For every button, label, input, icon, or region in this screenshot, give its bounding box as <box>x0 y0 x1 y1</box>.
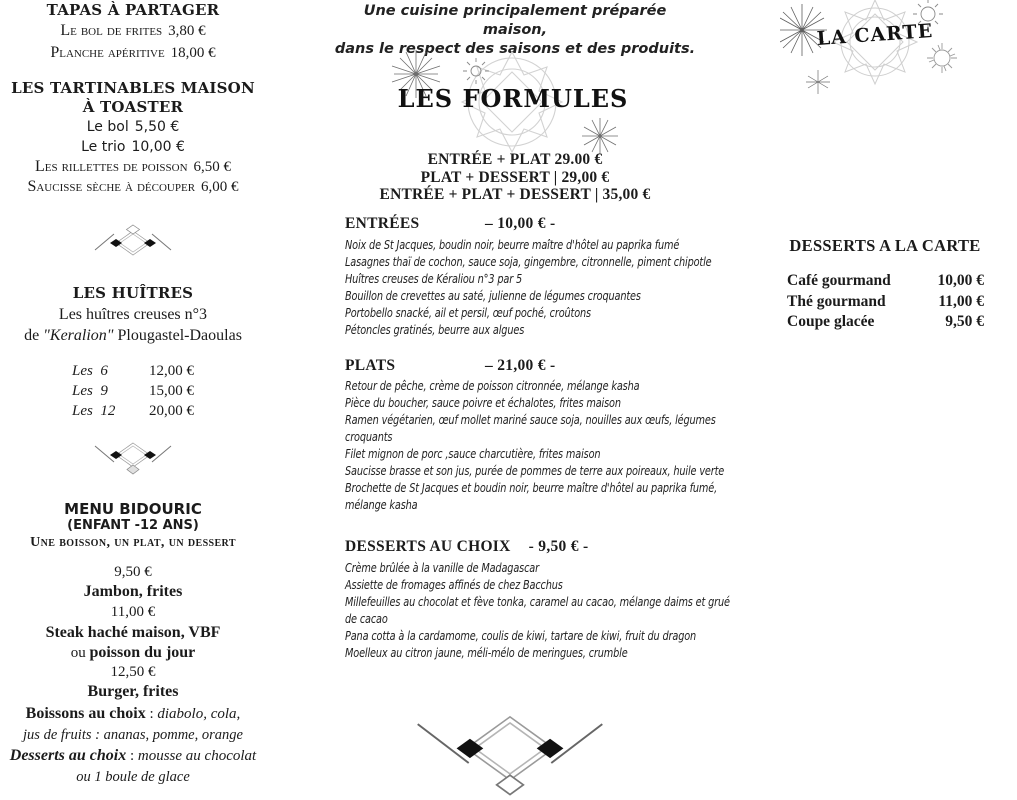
huitres-line1: Les huîtres creuses n°3 <box>58 306 208 323</box>
bidouric-price-3: 12,50 € <box>110 664 156 680</box>
huitres-title: LES HUÎTRES <box>72 284 194 302</box>
menu-item: Brochette de St Jacques et boudin noir, beurre maître d'hôtel au paprika fumé, mélange kasha <box>345 480 718 512</box>
huitres-section <box>0 282 266 421</box>
subtitle-line2: dans le respect des saisons et des produits. <box>334 41 696 57</box>
huitres-line2: de "Keralion" Plougastel-Daoulas <box>24 327 242 344</box>
starburst-icon <box>806 70 830 94</box>
menu-item: Retour de pêche, crème de poisson citronnée, mélange kasha <box>345 378 640 393</box>
menu-item: Saucisse brasse et son jus, purée de pommes de terre aux poireaux, huile verte <box>345 463 725 478</box>
oyster-price-row <box>72 381 194 401</box>
item-name: Thé gourmand <box>787 292 886 310</box>
tapas-section <box>0 1 266 64</box>
menu-item: Bouillon de crevettes au saté, julienne de légumes croquantes <box>345 288 641 303</box>
diamond-divider-up-icon <box>94 224 172 256</box>
oyster-price-row <box>72 401 194 421</box>
item-price: 9,50 € <box>945 313 984 330</box>
item-price: 6,50 € <box>193 159 232 175</box>
formule-price-lines <box>345 151 685 204</box>
menu-item: Ramen végétarien, œuf mollet mariné sauce soja, nouilles aux œufs, légumes croquants <box>345 412 716 444</box>
item-name: Le bol <box>86 119 129 135</box>
entrees-items <box>345 236 735 338</box>
menu-item <box>787 312 984 333</box>
item-name: Le bol de frites <box>60 22 163 39</box>
oyster-price: 12,00 € <box>149 363 194 379</box>
bidouric-includes: Une boisson, un plat, un dessert <box>30 535 236 550</box>
menu-item: Filet mignon de porc ,sauce charcutière, frites maison <box>345 446 601 461</box>
menu-item <box>0 137 266 157</box>
item-price: 10,00 € <box>937 272 984 289</box>
diamond-divider-down-icon <box>94 440 172 475</box>
menu-item: Crème brûlée à la vanille de Madagascar <box>345 560 539 575</box>
item-price: 10,00 € <box>131 139 185 155</box>
item-name: Café gourmand <box>787 272 891 289</box>
menu-bidouric-section <box>0 500 266 787</box>
bidouric-dish-2-alt: ou poisson du jour <box>70 644 196 661</box>
menu-item: Millefeuilles au chocolat et fève tonka, caramel au cacao, mélange daims et grué de cacao <box>345 594 730 626</box>
item-price: 3,80 € <box>168 23 206 39</box>
bidouric-title: MENU BIDOURIC <box>64 500 202 518</box>
menu-item <box>0 177 266 197</box>
menu-item <box>0 157 266 177</box>
formule-price-line: PLAT + DESSERT | 29,00 € <box>420 168 610 186</box>
brand-name: "Keralion" <box>43 327 114 344</box>
tartinables-title-line1: LES TARTINABLES MAISON <box>11 79 255 97</box>
bidouric-drinks: Boissons au choix : diabolo, cola, <box>25 705 241 722</box>
bidouric-drinks-line2: jus de fruits : ananas, pomme, orange <box>23 727 243 743</box>
oyster-price-row <box>72 361 194 381</box>
oyster-qty: Les 6 <box>72 363 108 379</box>
menu-item: Pana cotta à la cardamome, coulis de kiwi, tartare de kiwi, fruit du dragon <box>345 628 697 643</box>
desserts-header <box>345 538 588 556</box>
diamond-ornament-large-icon <box>415 712 605 797</box>
plats-header <box>345 357 555 375</box>
menu-item: Lasagnes thaï de cochon, sauce soja, gingembre, citronnelle, piment chipotle <box>345 254 712 269</box>
bidouric-price-2: 11,00 € <box>110 604 156 620</box>
formule-price-line: ENTRÉE + PLAT + DESSERT | 35,00 € <box>379 186 651 203</box>
section-title: PLATS <box>345 357 396 374</box>
item-price: 11,00 € <box>938 292 984 310</box>
menu-item <box>0 42 266 64</box>
item-name: Planche apéritive <box>50 44 165 61</box>
menu-item: Assiette de fromages affinés de chez Bacchus <box>345 577 563 592</box>
section-price: – 21,00 € - <box>485 357 556 374</box>
item-name: Les rillettes de poisson <box>34 158 188 175</box>
bidouric-dish-2: Steak haché maison, VBF <box>45 624 221 641</box>
menu-item: Pièce du boucher, sauce poivre et échalotes, frites maison <box>345 395 621 410</box>
item-name: Coupe glacée <box>787 313 875 330</box>
la-carte-title: LA CARTE <box>816 19 934 51</box>
star-ornament-icon <box>927 43 957 73</box>
section-price: - 9,50 € - <box>528 538 589 555</box>
sun-icon <box>463 58 489 84</box>
oyster-qty: Les 9 <box>72 383 108 399</box>
tapas-title: TAPAS À PARTAGER <box>46 1 220 19</box>
menu-item: Huîtres creuses de Kéraliou n°3 par 5 <box>345 271 523 286</box>
bidouric-desserts: Desserts au choix : mousse au chocolat <box>9 747 257 764</box>
formule-price-line: ENTRÉE + PLAT 29.00 € <box>427 151 603 168</box>
item-name: Saucisse sèche à découper <box>27 178 196 195</box>
item-price: 5,50 € <box>134 119 180 135</box>
les-formules-title: LES FORMULES <box>397 84 629 113</box>
menu-item: Moelleux au citron jaune, méli-mélo de meringues, crumble <box>345 645 628 660</box>
la-carte-logo <box>780 0 970 100</box>
tartinables-title-line2: À TOASTER <box>82 98 184 116</box>
bidouric-price-1: 9,50 € <box>114 564 152 580</box>
menu-item <box>0 20 266 42</box>
item-price: 18,00 € <box>170 45 216 61</box>
bidouric-desserts-line2: ou 1 boule de glace <box>76 769 190 785</box>
menu-item: Noix de St Jacques, boudin noir, beurre maître d'hôtel au paprika fumé <box>345 237 680 252</box>
desserts-carte-items <box>787 271 984 333</box>
menu-item <box>787 292 984 313</box>
tartinables-section <box>0 79 266 197</box>
bidouric-dish-3: Burger, frites <box>87 683 179 700</box>
section-title: ENTRÉES <box>345 215 420 232</box>
entrees-header <box>345 215 555 233</box>
les-formules-logo <box>388 50 638 154</box>
item-price: 6,00 € <box>201 179 239 195</box>
desserts-items <box>345 559 735 661</box>
section-title: DESSERTS AU CHOIX <box>345 538 511 555</box>
starburst-icon <box>582 118 618 154</box>
menu-item <box>0 117 266 137</box>
bidouric-subtitle: (ENFANT -12 ANS) <box>67 518 199 533</box>
section-price: – 10,00 € - <box>485 215 556 232</box>
menu-item: Pétoncles gratinés, beurre aux algues <box>345 322 525 337</box>
desserts-carte-title: DESSERTS A LA CARTE <box>789 236 981 255</box>
subtitle-line1: Une cuisine principalement préparée maison, <box>363 3 667 38</box>
plats-items <box>345 377 735 513</box>
oyster-price: 20,00 € <box>149 403 194 419</box>
menu-item <box>787 271 984 292</box>
menu-item: Portobello snacké, ail et persil, œuf poché, croûtons <box>345 305 591 320</box>
item-name: Le trio <box>81 139 126 155</box>
oyster-qty: Les 12 <box>72 403 116 419</box>
bidouric-dish-1: Jambon, frites <box>83 583 183 600</box>
oyster-price: 15,00 € <box>149 383 194 399</box>
